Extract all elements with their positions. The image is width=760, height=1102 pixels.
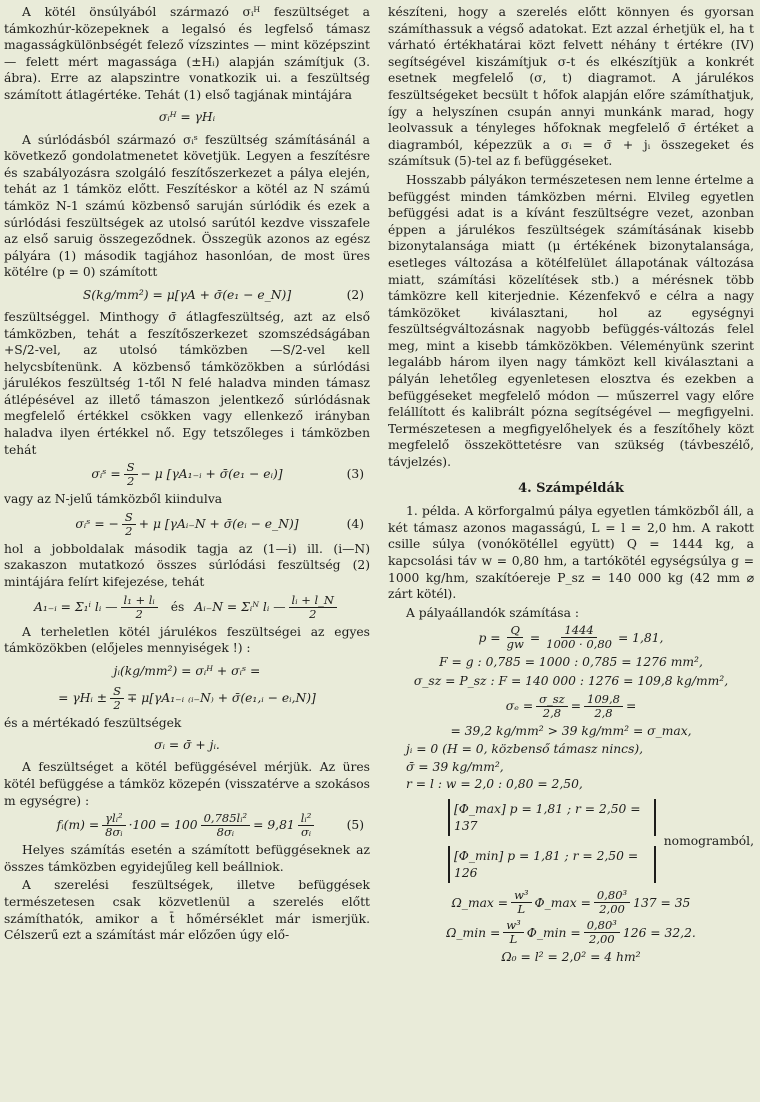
denominator: 2 bbox=[125, 523, 133, 538]
phi-max: [Φ_max] p = 1,81 ; r = 2,50 = 137 bbox=[448, 799, 656, 836]
numerator: Q bbox=[507, 624, 522, 638]
paragraph: Helyes számítás esetén a számított befüggéseknek az összes támközben egyidejűleg kell beállniok. bbox=[4, 843, 370, 874]
equation-j1: jᵢ(kg/mm²) = σᵢᴴ + σᵢˢ = bbox=[113, 663, 261, 678]
numerator: l₁ + lᵢ bbox=[121, 594, 158, 608]
equation-sigma-i: σᵢ = σ̄ + jᵢ. bbox=[154, 738, 220, 753]
denominator: 1000 · 0,80 bbox=[546, 637, 612, 652]
equation-4 bbox=[4, 511, 370, 538]
left-column bbox=[4, 4, 370, 946]
calc-lhs: p = bbox=[478, 630, 501, 645]
paragraph: feszültséggel. Minthogy σ̄ átlagfeszültség, azt az első támközben, tehát a feszítőszerkezet szomszédságában +S/2-vel, az utolsó támközben —S/2-vel kell helycsbítenünk. A közbenső támközökben a súrlódási járulékos feszültség 1-től N felé haladva minden támasz átlépésével az illető támaszon jelentkező súrlódásnak megfelelő értékkel csökken vagy ellenkező irányban haladva ilyen értékkel nő. Egy tetszőleges i támközben tehát bbox=[4, 309, 370, 457]
equation-j2 bbox=[4, 685, 370, 712]
paragraph: Hosszabb pályákon természetesen nem lenne értelme a befüggést minden támközben mérni. Elvileg egyetlen befüggési adat is a kívánt feszültségre vezet, azonban éppen a járulékos feszültségek számításának kisebb bizonytalansága miatt (μ értékének bizonytalansága, esetleges változása a kötélfelület állapotának változása miatt, számítási közelítések stb.) a mérésnek több támközre kell kiterjednie. Kézenfekvő e célra a nagy támközöket kiválasztani, hol az egységnyi feszültségváltozásnak nagyobb befüggés-változás felel meg, mint a kisebb támközökben. Véleményünk szerint legalább három ilyen nagy támközt kell kiválasztani a pályán lehetőleg egyenletesen elosztva és ezekben a befüggéseket megfelelő módon — műszerrel vagy előre felállított és kalibrált pózna segítségével — megfigyelni. Természetesen a megfigyelőhelyek és a feszítőhely közt megfelelő összeköttetésre van szükség (távbeszélő, távjelzés). bbox=[388, 172, 754, 470]
calc-mid: Φ_min = bbox=[526, 925, 581, 940]
paragraph: és a mértékadó feszültségek bbox=[4, 715, 182, 730]
equals-sign: = bbox=[529, 630, 541, 645]
equation-rhs: ∓ μ[γA₁₋ᵢ ₍ᵢ₋N₎ + σ̄(e₁,ᵢ − eᵢ,N)] bbox=[127, 691, 316, 706]
calc-j: jᵢ = 0 (H = 0, közbenső támasz nincs), bbox=[406, 742, 644, 757]
paragraph: hol a jobboldalak második tagja az (1—i) ill. (i—N) szakaszon mutatkozó összes súrlódási feszültség (2) mintájára felírt kifejezése, tehát bbox=[4, 541, 370, 590]
fraction bbox=[102, 812, 125, 839]
calc-result: 137 = 35 bbox=[633, 895, 691, 910]
calc-lhs: Ω_min = bbox=[446, 925, 501, 940]
calc-lhs: σₑ = bbox=[505, 698, 534, 713]
calc-result: = 1,81, bbox=[617, 630, 664, 645]
denominator: 2,00 bbox=[589, 932, 615, 947]
numerator: 109,8 bbox=[584, 693, 623, 707]
denominator: 2,00 bbox=[599, 902, 625, 917]
calc-sigma: σ̄ = 39 kg/mm², bbox=[406, 759, 504, 774]
paragraph: A pályaállandók számítása : bbox=[406, 605, 579, 620]
calc-p bbox=[388, 624, 754, 651]
equation-3 bbox=[4, 461, 370, 488]
denominator: 2 bbox=[126, 474, 135, 489]
calc-sigma-sz: σ_sz = P_sz : F = 140 000 : 1276 = 109,8 kg/mm², bbox=[413, 673, 729, 688]
fraction bbox=[584, 919, 620, 946]
fraction bbox=[584, 693, 623, 720]
equation-mid: ·100 = 100 bbox=[128, 818, 198, 833]
equation-number: (2) bbox=[346, 287, 364, 302]
denominator: 2 bbox=[309, 606, 317, 621]
numerator: S bbox=[124, 461, 138, 475]
fraction bbox=[504, 624, 527, 651]
calc-omega-max bbox=[388, 889, 754, 916]
denominator: 2 bbox=[113, 697, 121, 712]
denominator: gw bbox=[506, 637, 524, 652]
conjunction: és bbox=[170, 599, 185, 614]
paragraph: készíteni, hogy a szerelés előtt könnyen és gyorsan számíthassuk a végső adatokat. Ezt azzal érhetjük el, ha t várható értékhatárai közt felvett néhány t értékre (IV) segítségével kiszámítjuk σ-t és elkészítjük a konkrét esetnek megfelelő (σ, t) diagramot. A járulékos feszültségeket becsült t hőfok alapján előre számíthatjuk, így a helyszínen csupán annyi munkánk marad, hogy leolvassuk a tényleges hőfoknak megfelelő σ̄ értéket a diagramból, képezzük a σᵢ = σ̄ + jᵢ összegeket és számítsuk (5)-tel az fᵢ befüggéseket. bbox=[388, 5, 754, 169]
calc-lhs: Ω_max = bbox=[451, 895, 509, 910]
fraction bbox=[503, 919, 523, 946]
fraction bbox=[289, 594, 337, 621]
numerator: 0,785lᵢ² bbox=[201, 812, 251, 826]
fraction bbox=[543, 624, 615, 651]
paragraph: A szerelési feszültségek, illetve befüggések természetesen csak közvetlenül a szerelés előtt számíthatók, amikor a t̄ hőmérséklet már ismerjük. Célszerű ezt a számítást már előzően úgy elő- bbox=[4, 878, 370, 943]
fraction bbox=[124, 461, 138, 488]
denominator: L bbox=[517, 902, 526, 917]
paragraph: A feszültséget a kötél befüggésével mérjük. Az üres kötél befüggése a támköz közepén (visszatérve a szokásos m egységre) : bbox=[4, 760, 370, 808]
equation-lhs: σᵢˢ = bbox=[91, 467, 121, 482]
paragraph: A kötél önsúlyából származó σᵢᴴ feszültséget a támkozhúr-közepeknek a legalsó és legfelső támasz magasságkülönbségét felező vízszintes — mint középszint — felett mért magassága (±Hᵢ) alapján számítjuk (3. ábra). Erre az alapszintre vonatkozik ui. a feszültség számított átlagértéke. Tehát (1) első tagjának mintájára bbox=[4, 5, 370, 102]
equation-a1: A₁₋ᵢ = Σ₁ⁱ lᵢ — bbox=[34, 599, 118, 614]
paragraph: A terheletlen kötél járulékos feszültségei az egyes támközökben (előjeles mennyiségek !) : bbox=[4, 624, 370, 656]
numerator: 0,80³ bbox=[584, 919, 620, 933]
nomogram-values bbox=[388, 797, 754, 885]
equation-rhs: − μ [γA₁₋ᵢ + σ̄(e₁ − eᵢ)] bbox=[140, 467, 283, 482]
equation-lhs: σᵢˢ = − bbox=[75, 517, 119, 532]
phi-min: [Φ_min] p = 1,81 ; r = 2,50 = 126 bbox=[448, 846, 656, 883]
denominator: 2,8 bbox=[542, 705, 562, 720]
fraction bbox=[122, 511, 136, 538]
paragraph: 1. példa. A körforgalmú pálya egyetlen támközből áll, a két támasz azonos magasságú, L = l = 2,0 hm. A rakott csille súlya (vonókötéllel együtt) Q = 1444 kg, a kapcsolási táv w = 0,80 hm, a tartókötél egységsúlya g = 1000 kg/hm, szakítóereje P_sz = 140 000 kg (42 mm ⌀ zárt kötél). bbox=[388, 504, 754, 602]
equation-lhs: fᵢ(m) = bbox=[56, 818, 100, 833]
calc-r: r = l : w = 2,0 : 0,80 = 2,50, bbox=[406, 777, 583, 792]
numerator: 0,80³ bbox=[594, 889, 630, 903]
equation-eq: = 9,81 bbox=[253, 818, 295, 833]
equation-5 bbox=[4, 812, 370, 839]
equation-number: (4) bbox=[346, 517, 364, 532]
denominator: 2 bbox=[135, 606, 143, 621]
calc-result: 126 = 32,2. bbox=[622, 925, 696, 940]
denominator: 2,8 bbox=[594, 705, 613, 720]
fraction bbox=[110, 685, 124, 712]
numerator: S bbox=[110, 685, 124, 699]
fraction bbox=[511, 889, 531, 916]
fraction bbox=[298, 812, 315, 839]
equation-number: (5) bbox=[346, 818, 364, 833]
numerator: lᵢ + l_N bbox=[289, 594, 337, 608]
nomogram-stack bbox=[448, 797, 656, 885]
denominator: σᵢ bbox=[300, 825, 312, 840]
equals-sign: = bbox=[570, 698, 581, 713]
calc-sigma-e bbox=[388, 693, 754, 720]
fraction bbox=[121, 594, 158, 621]
denominator: 8σᵢ bbox=[216, 825, 235, 840]
numerator: S bbox=[122, 511, 136, 525]
equation-an: Aᵢ₋N = Σᵢᴺ lᵢ — bbox=[194, 599, 286, 614]
equation-rhs: + μ [γAᵢ₋N + σ̄(eᵢ − e_N)] bbox=[138, 517, 299, 532]
equation-2 bbox=[4, 284, 370, 306]
equation-number: (3) bbox=[346, 467, 364, 482]
calc-mid: Φ_max = bbox=[534, 895, 591, 910]
calc-omega-0: Ω₀ = l² = 2,0² = 4 hm² bbox=[501, 950, 641, 965]
numerator: w³ bbox=[511, 889, 531, 903]
paragraph: vagy az N-jelű támközből kiindulva bbox=[4, 492, 223, 507]
nomogram-label: nomogramból, bbox=[663, 833, 754, 848]
equals-sign: = bbox=[625, 698, 637, 713]
equation-a-sums bbox=[4, 594, 370, 621]
numerator: 1444 bbox=[561, 624, 596, 638]
fraction bbox=[594, 889, 630, 916]
numerator: σ_sz bbox=[536, 693, 568, 707]
fraction bbox=[201, 812, 251, 839]
calc-sigma-max: = 39,2 kg/mm² > 39 kg/mm² = σ_max, bbox=[450, 723, 692, 738]
numerator: lᵢ² bbox=[298, 812, 315, 826]
numerator: w³ bbox=[503, 919, 523, 933]
section-heading: 4. Számpéldák bbox=[518, 480, 624, 496]
equation-body: S(kg/mm²) = μ[γA + σ̄(e₁ − e_N)] bbox=[82, 287, 292, 302]
calc-omega-min bbox=[388, 919, 754, 946]
right-column bbox=[388, 4, 754, 968]
denominator: 8σᵢ bbox=[105, 825, 123, 840]
equation-lhs: = γHᵢ ± bbox=[58, 691, 108, 706]
fraction bbox=[536, 693, 568, 720]
equation-sigma-h: σᵢᴴ = γHᵢ bbox=[158, 110, 216, 125]
paragraph: A súrlódásból származó σᵢˢ feszültség számításánál a következő gondolatmenetet követjük. Legyen a feszítésre és szabályozásra szolgáló feszítőszerkezet a pálya elején, tehát az 1 támköz előtt. Feszítéskor a kötél az N számú támköz N-1 számú közbenső saruján súrlódik és ezek a súrlódási feszültségek az utolsó sarútól kezdve visszafele az első saruig összegeződnek. Összegük azonos az egész pályára (1) második tagjához hasonlóan, de most üres kötélre (p = 0) számított bbox=[4, 132, 370, 280]
numerator: γlᵢ² bbox=[102, 812, 125, 826]
calc-f: F = g : 0,785 = 1000 : 0,785 = 1276 mm², bbox=[439, 655, 703, 670]
denominator: L bbox=[509, 932, 518, 947]
